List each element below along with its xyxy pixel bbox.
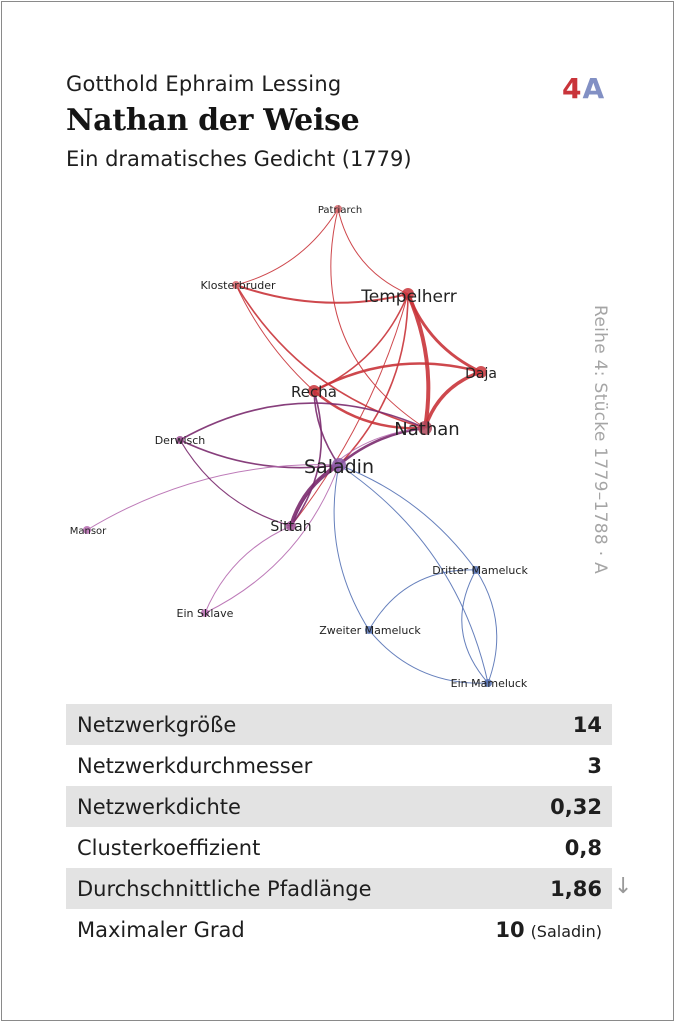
node-label-ein_sklave: Ein Sklave [176, 607, 234, 620]
network-edges [87, 209, 497, 683]
node-label-dritter_mameluck: Dritter Mameluck [432, 564, 528, 577]
badge-letter: A [582, 72, 606, 105]
node-label-sittah: Sittah [270, 519, 312, 535]
edge-saladin-dritter_mameluck [339, 465, 476, 570]
node-label-derwisch: Derwisch [154, 434, 206, 447]
series-badge [562, 72, 605, 105]
edge-zweiter_mameluck-dritter_mameluck [369, 570, 476, 630]
network-nodes [83, 205, 492, 687]
stat-row-clustering [66, 827, 612, 868]
stat-label: Clusterkoeffizient [77, 835, 261, 860]
stat-value: 1,86 [550, 876, 602, 901]
node-label-daja: Daja [465, 366, 497, 382]
edge-derwisch-sittah [180, 440, 291, 526]
stat-label: Maximaler Grad [77, 917, 245, 942]
stat-row-max-degree [66, 909, 612, 950]
node-label-ein_mameluck: Ein Mameluck [450, 677, 528, 690]
stat-value [495, 918, 602, 942]
play-subtitle: Ein dramatisches Gedicht (1779) [66, 147, 412, 171]
stat-row-network-diameter [66, 745, 612, 786]
edge-patriarch-klosterbruder [236, 209, 338, 285]
stats-table [66, 704, 612, 950]
stat-label: Durchschnittliche Pfadlänge [77, 876, 372, 901]
node-label-patriarch: Patriarch [317, 205, 363, 216]
stat-label: Netzwerkgröße [77, 712, 237, 737]
badge-number: 4 [562, 72, 583, 105]
stat-label: Netzwerkdichte [77, 794, 241, 819]
stat-value: 0,32 [550, 794, 602, 819]
stat-value-number: 10 [495, 917, 525, 942]
edge-patriarch-tempelherr [338, 209, 408, 294]
stat-row-network-size [66, 704, 612, 745]
node-label-klosterbruder: Klosterbruder [200, 279, 276, 292]
stat-label: Netzwerkdurchmesser [77, 753, 313, 778]
stat-value: 3 [587, 753, 602, 778]
play-title: Nathan der Weise [66, 103, 360, 138]
node-label-zweiter_mameluck: Zweiter Mameluck [319, 624, 421, 637]
node-label-tempelherr: Tempelherr [361, 287, 457, 307]
stat-row-network-density [66, 786, 612, 827]
node-label-saladin: Saladin [303, 456, 375, 478]
arrow-down-icon: ↓ [614, 874, 633, 899]
series-side-label: Reihe 4: Stücke 1779–1788 · A [590, 305, 610, 575]
stat-value-note: (Saladin) [530, 921, 602, 941]
stat-value: 0,8 [564, 835, 602, 860]
node-label-mansor: Mansor [69, 526, 107, 537]
node-label-recha: Recha [291, 383, 337, 401]
edge-dritter_mameluck-ein_mameluck [476, 570, 497, 683]
edge-saladin-zweiter_mameluck [334, 465, 369, 630]
network-labels [70, 205, 529, 690]
stat-row-avg-path-length [66, 868, 612, 909]
character-network [0, 190, 677, 700]
node-label-nathan: Nathan [394, 419, 460, 440]
stat-value: 14 [572, 712, 602, 737]
edge-sittah-ein_sklave [205, 526, 291, 613]
author-name: Gotthold Ephraim Lessing [66, 72, 342, 96]
